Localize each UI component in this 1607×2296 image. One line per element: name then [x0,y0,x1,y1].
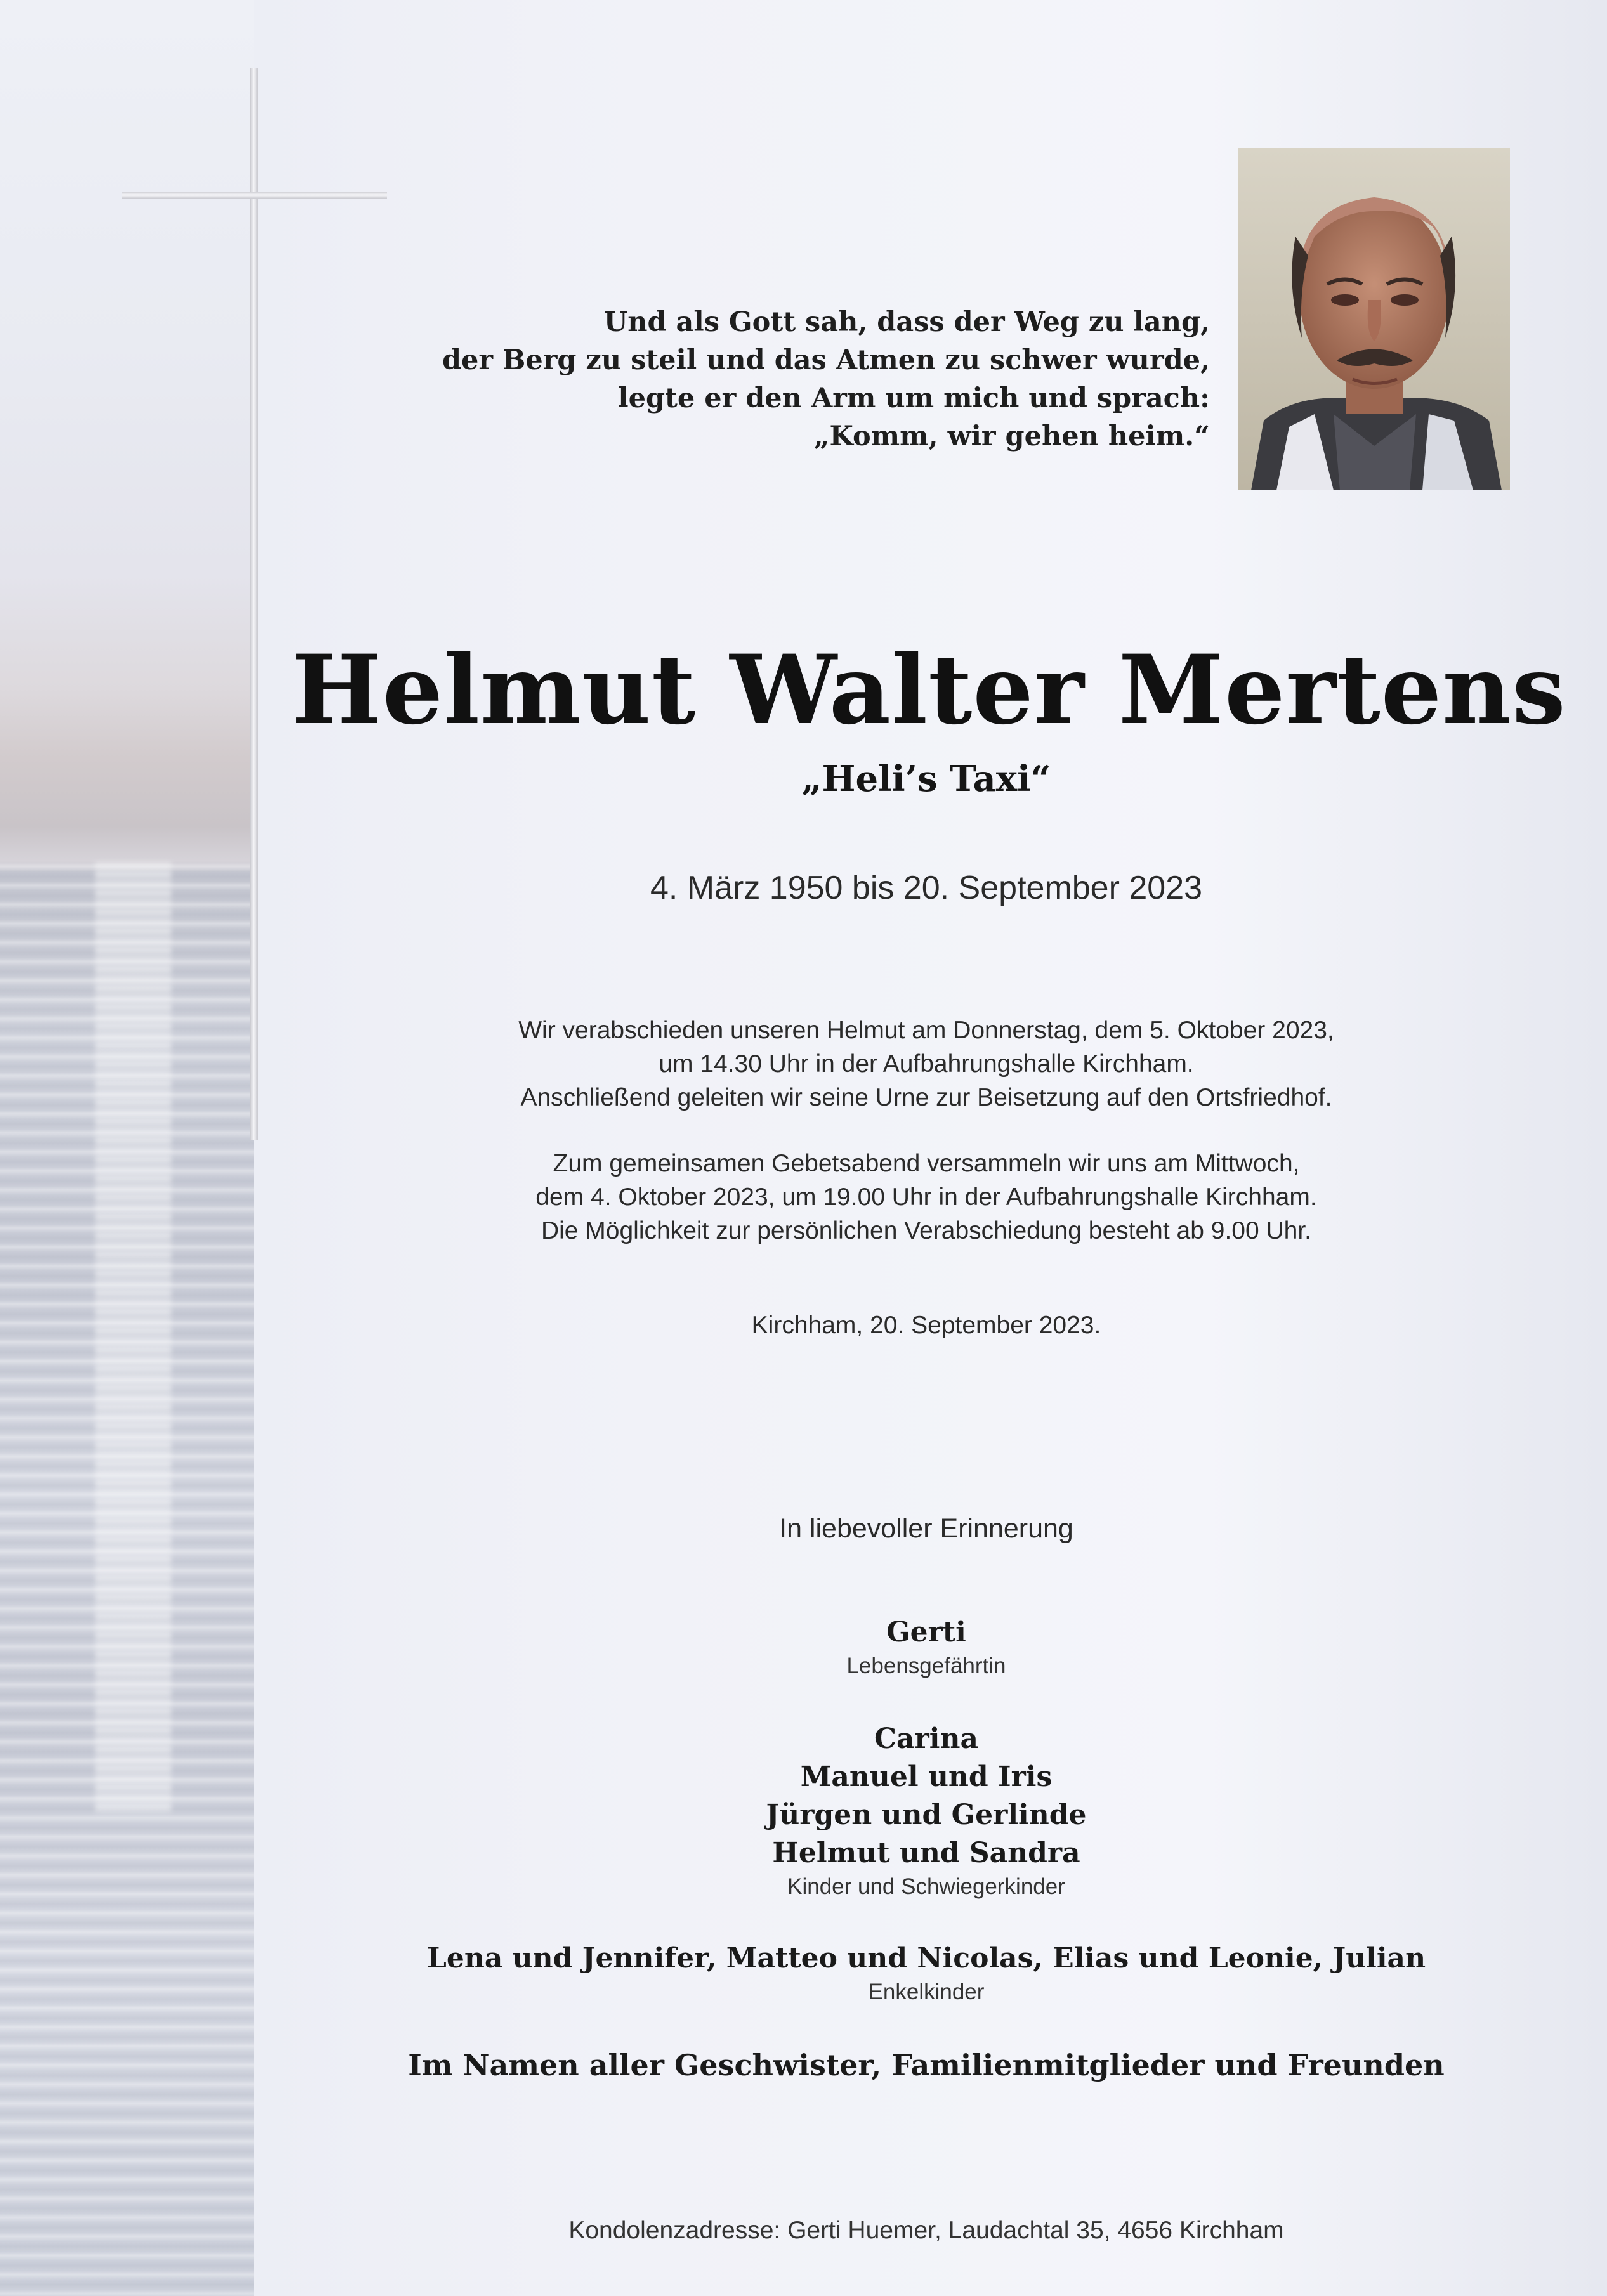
memory-intro: In liebevoller Erinnerung [779,1513,1073,1544]
child-name: Jürgen und Gerlinde [766,1799,1087,1831]
portrait-photo [1238,148,1510,490]
deceased-name: Helmut Walter Mertens [292,634,1566,746]
quote-line: der Berg zu steil und das Atmen zu schwer wurde, [442,344,1210,376]
light-glint [95,863,171,1814]
funeral-info [292,1014,1561,1114]
deceased-nickname: „Heli’s Taxi“ [801,758,1051,800]
prayer-line: Die Möglichkeit zur persönlichen Verabschiedung besteht ab 9.00 Uhr. [541,1217,1312,1244]
prayer-info [292,1147,1561,1248]
funeral-line: um 14.30 Uhr in der Aufbahrungshalle Kirchham. [659,1050,1194,1078]
quote-line: Und als Gott sah, dass der Weg zu lang, [603,306,1210,338]
others-group [292,2046,1561,2084]
others-line: Im Namen aller Geschwister, Familienmitglieder und Freunden [408,2048,1445,2082]
funeral-line: Anschließend geleiten wir seine Urne zur Beisetzung auf den Ortsfriedhof. [520,1084,1332,1111]
cross-icon [250,68,258,1140]
grandchildren-names: Lena und Jennifer, Matteo und Nicolas, Elias und Leonie, Julian [426,1942,1426,1974]
child-name: Manuel und Iris [800,1761,1053,1793]
quote-line: legte er den Arm um mich und sprach: [618,382,1210,414]
partner-group [292,1614,1561,1681]
funeral-line: Wir verabschieden unseren Helmut am Donnerstag, dem 5. Oktober 2023, [518,1017,1334,1044]
cross-bar [122,192,387,199]
child-name: Carina [874,1723,978,1755]
life-dates: 4. März 1950 bis 20. September 2023 [650,870,1203,906]
partner-role: Lebensgefährtin [846,1654,1006,1678]
memorial-quote [385,303,1210,455]
children-role: Kinder und Schwiegerkinder [787,1874,1065,1899]
child-name: Helmut und Sandra [772,1837,1080,1869]
place-date: Kirchham, 20. September 2023. [751,1312,1101,1339]
quote-line: „Komm, wir gehen heim.“ [813,421,1210,452]
condolence-address: Kondolenzadresse: Gerti Huemer, Laudachtal 35, 4656 Kirchham [568,2217,1284,2244]
prayer-line: dem 4. Oktober 2023, um 19.00 Uhr in der Aufbahrungshalle Kirchham. [535,1184,1317,1211]
prayer-line: Zum gemeinsamen Gebetsabend versammeln wir uns am Mittwoch, [553,1150,1300,1177]
grandchildren-role: Enkelkinder [868,1980,985,2004]
children-group [292,1720,1561,1901]
partner-name: Gerti [886,1616,966,1648]
grandchildren-group [292,1940,1561,2007]
sea-image-strip [0,0,254,2296]
